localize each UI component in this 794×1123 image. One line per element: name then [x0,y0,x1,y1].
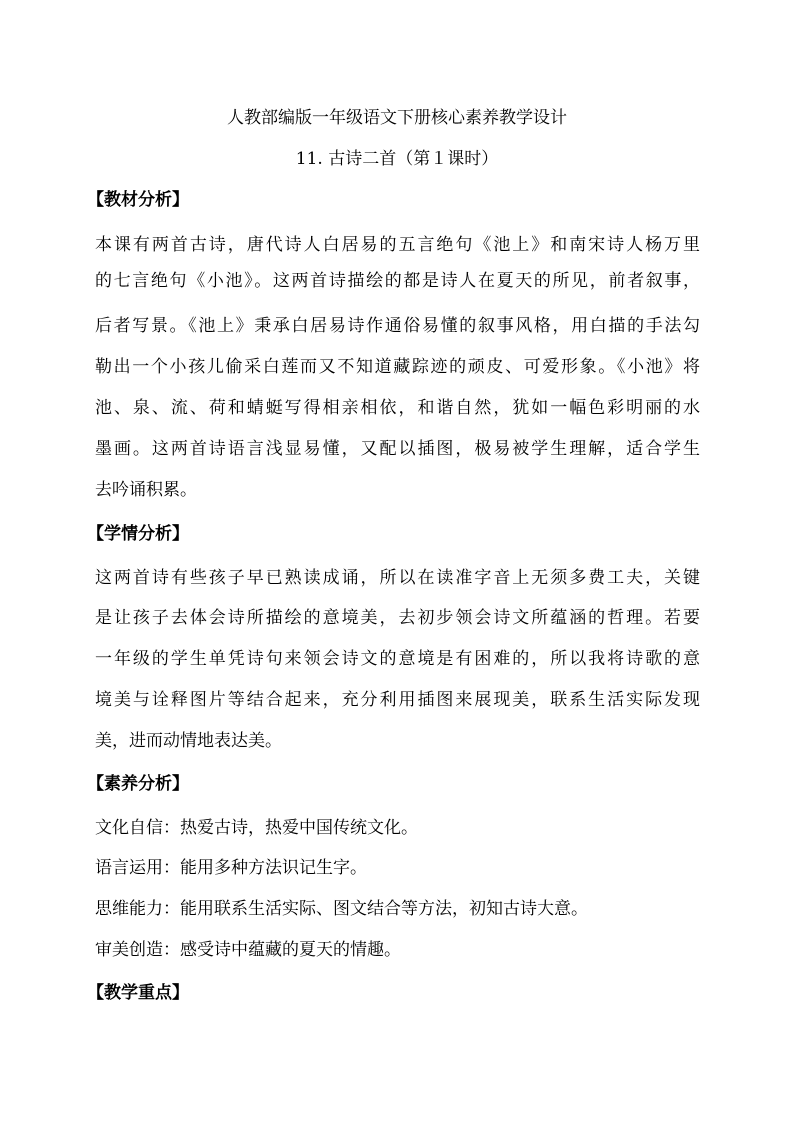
paragraph-line: 去吟诵积累。 [95,480,197,500]
literacy-item: 文化自信：热爱古诗，热爱中国传统文化。 [95,818,418,838]
paragraph-line: 的七言绝句《小池》。这两首诗描绘的都是诗人在夏天的所见，前者叙事， [95,271,700,291]
paragraph-line: 这两首诗有些孩子早已熟读成诵，所以在读准字音上无须多费工夫，关键 [95,568,700,588]
section-heading-learner-analysis: 【学情分析】 [87,524,189,544]
paragraph-line: 后者写景。《池上》秉承白居易诗作通俗易懂的叙事风格，用白描的手法勾 [95,316,700,336]
lesson-subtitle: 11. 古诗二首（第１课时） [295,149,499,169]
paragraph-line: 池、泉、流、荷和蜻蜓写得相亲相依，和谐自然，犹如一幅色彩明丽的水 [95,398,700,418]
literacy-item: 审美创造：感受诗中蕴藏的夏天的情趣。 [95,940,401,960]
section-heading-literacy-analysis: 【素养分析】 [87,774,189,794]
paragraph-line: 美，进而动情地表达美。 [95,731,282,751]
document-title: 人教部编版一年级语文下册核心素养教学设计 [227,108,567,128]
literacy-item: 思维能力：能用联系生活实际、图文结合等方法，初知古诗大意。 [95,899,588,919]
literacy-item: 语言运用：能用多种方法识记生字。 [95,858,367,878]
paragraph-line: 墨画。这两首诗语言浅显易懂，又配以插图，极易被学生理解，适合学生 [95,439,700,459]
paragraph-line: 勒出一个小孩儿偷采白莲而又不知道藏踪迹的顽皮、可爱形象。《小池》将 [95,357,700,377]
paragraph-line: 境美与诠释图片等结合起来，充分利用插图来展现美，联系生活实际发现 [95,690,700,710]
section-heading-textbook-analysis: 【教材分析】 [87,190,189,210]
section-heading-teaching-focus: 【教学重点】 [87,983,189,1003]
paragraph-line: 本课有两首古诗，唐代诗人白居易的五言绝句《池上》和南宋诗人杨万里 [95,235,700,255]
paragraph-line: 是让孩子去体会诗所描绘的意境美，去初步领会诗文所蕴涵的哲理。若要 [95,608,700,628]
paragraph-line: 一年级的学生单凭诗句来领会诗文的意境是有困难的，所以我将诗歌的意 [95,649,700,669]
